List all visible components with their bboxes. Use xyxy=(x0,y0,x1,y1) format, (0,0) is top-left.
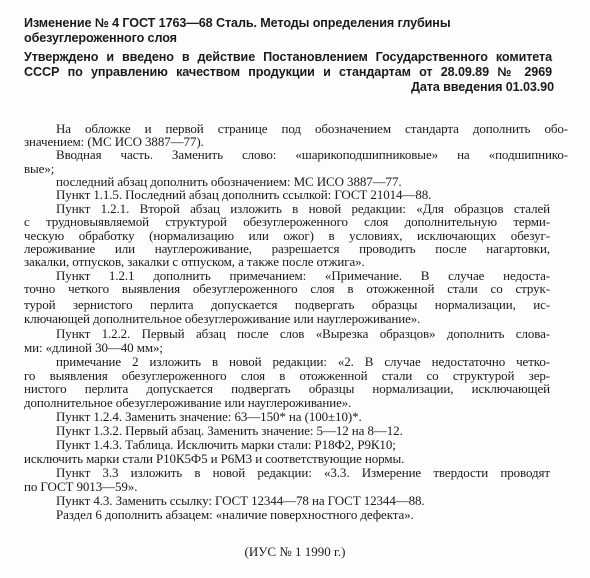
body-line: исключить марки стали Р10К5Ф5 и Р6М3 и соответствующие нормы. xyxy=(24,451,405,466)
body-line: го выявления обезуглероженного слоя в отожженной стали со структурой зер- xyxy=(24,369,550,383)
body-line: ключающей дополнительное обезуглероживание или науглероживание». xyxy=(24,311,421,326)
body-line: Вводная часть. Заменить слово: «шарикоподшипниковые» на «подшипнико- xyxy=(56,148,568,162)
body-line: На обложке и первой странице под обозначением стандарта дополнить обо- xyxy=(56,122,568,136)
body-line: Пункт 1.3.2. Первый абзац. Заменить значение: 5—12 на 8—12. xyxy=(56,423,403,438)
body-line: дополнительное обезуглероживание или науглероживание». xyxy=(24,395,352,410)
document-title: Изменение № 4 ГОСТ 1763—68 Сталь. Методы определения глубины обезуглероженного слоя xyxy=(24,16,451,45)
body-line: Пункт 1.4.3. Таблица. Исключить марки стали: Р18Ф2, Р9К10; xyxy=(56,437,396,452)
body-line: Пункт 1.2.2. Первый абзац после слов «Вырезка образцов» дополнить слова- xyxy=(56,327,550,341)
body-line: Пункт 3.3 изложить в новой редакции: «3.3. Измерение твердости проводят xyxy=(56,466,550,480)
source-reference: (ИУС № 1 1990 г.) xyxy=(244,544,346,559)
approval-statement-line-1: Утверждено и введено в действие Постановлением Государственного комитета xyxy=(24,50,552,64)
body-line: Пункт 1.2.1 дополнить примечанием: «Примечание. В случае недоста- xyxy=(56,269,550,283)
body-line: с трудновыявляемой структурой обезуглероженного слоя дополнительную терми- xyxy=(24,215,550,229)
body-line: Пункт 1.2.4. Заменить значение: 63—150* на (100±10)*. xyxy=(56,409,362,424)
body-line: вые»; xyxy=(24,161,55,176)
body-line: по ГОСТ 9013—59». xyxy=(24,479,138,494)
body-line: Пункт 4.3. Заменить ссылку: ГОСТ 12344—78 на ГОСТ 12344—88. xyxy=(56,493,425,508)
body-line: лероживание или науглероживание, разрешается проводить после нагартовки, xyxy=(24,242,550,256)
effective-date: Дата введения 01.03.90 xyxy=(411,80,554,94)
body-line: Пункт 1.2.1. Второй абзац изложить в новой редакции: «Для образцов сталей xyxy=(56,202,550,216)
body-line: нистого перлита допускается подвергать образцы нормализации, исключающей xyxy=(24,382,550,396)
body-line: Пункт 1.1.5. Последний абзац дополнить ссылкой: ГОСТ 21014—88. xyxy=(56,187,432,202)
body-line: последний абзац дополнить обозначением: МС ИСО 3887—77. xyxy=(56,174,402,189)
approval-statement-line-2: СССР по управлению качеством продукции и стандартам от 28.09.89 № 2969 xyxy=(24,65,552,79)
body-line: турой зернистого перлита допускается подвергать образцы нормализации, ис- xyxy=(24,298,550,312)
body-line: значением: (МС ИСО 3887—77). xyxy=(24,134,204,149)
body-line: примечание 2 изложить в новой редакции: «2. В случае недостаточно четко- xyxy=(56,355,550,369)
body-line: ми: «длиной 30—40 мм»; xyxy=(24,340,163,355)
body-line: закалки, отпусков, закалки с отпуском, а также после отжига». xyxy=(24,254,365,269)
body-line: точно четкого выявления обезуглероженного слоя в отожженной стали со струк- xyxy=(24,282,550,296)
body-line: ческую обработку (нормализацию или ожог) в условиях, исключающих обезуг- xyxy=(24,229,550,243)
body-line: Раздел 6 дополнить абзацем: «наличие поверхностного дефекта». xyxy=(56,507,414,522)
